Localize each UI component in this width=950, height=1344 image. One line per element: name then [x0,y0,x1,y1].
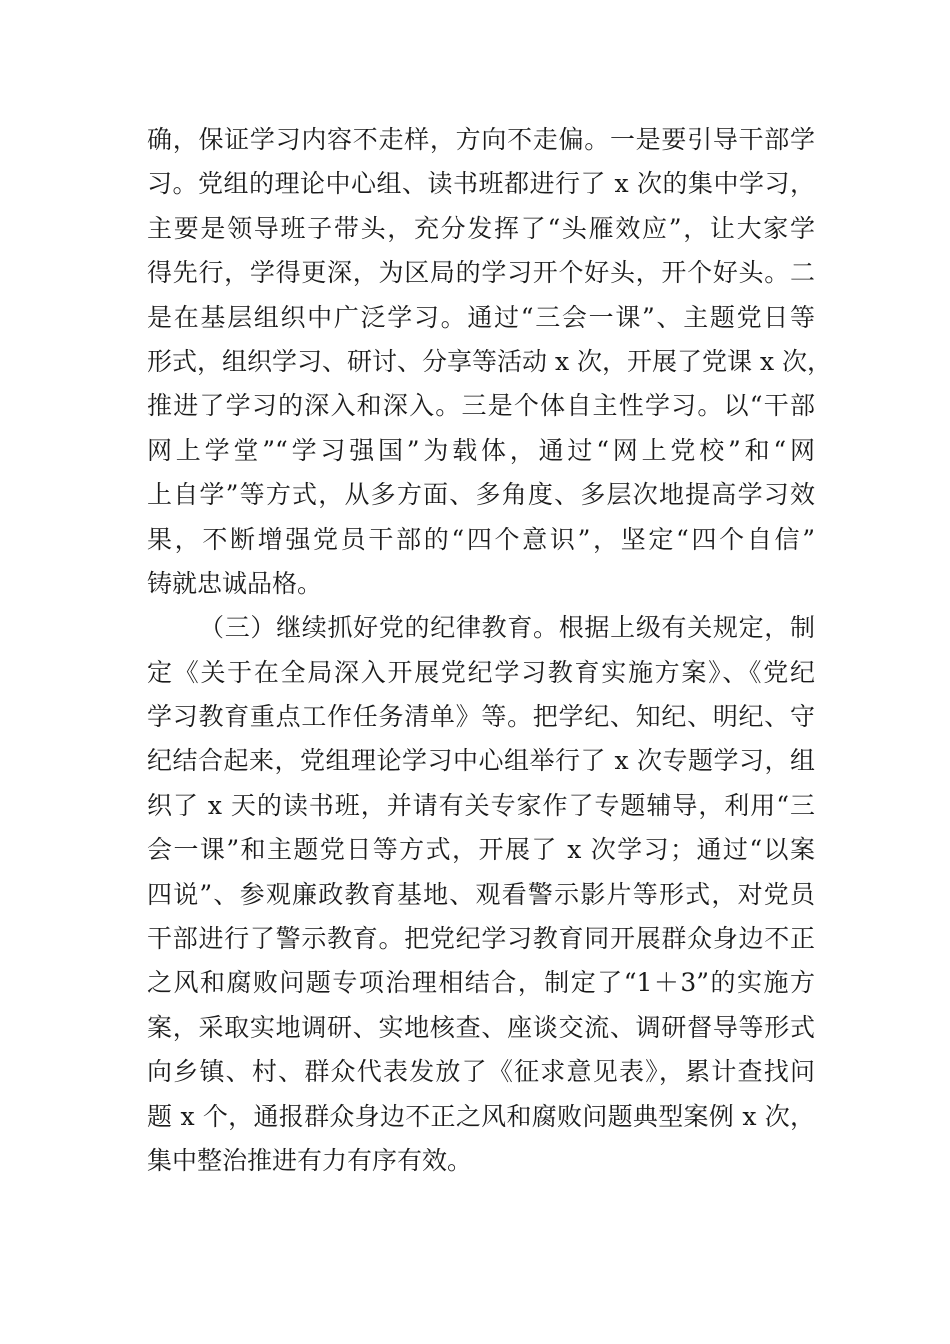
text-line: 集中整治推进有力有序有效。 [147,1145,473,1175]
text-line: 铸就忠诚品格。 [147,568,323,598]
text-line: 织了 x 天的读书班，并请有关专家作了专题辅导，利用“三 [147,790,815,820]
text-line: 定《关于在全局深入开展党纪学习教育实施方案》、《党纪 [147,657,815,687]
text-line: 学习教育重点工作任务清单》等。把学纪、知纪、明纪、守 [147,702,815,732]
text-line: 果，不断增强党员干部的“四个意识”，坚定“四个自信” [147,524,815,554]
text-line: 推进了学习的深入和深入。三是个体自主性学习。以“干部 [147,391,815,421]
text-line: 案，采取实地调研、实地核查、座谈交流、调研督导等形式 [147,1012,815,1042]
text-line: 向乡镇、村、群众代表发放了《征求意见表》，累计查找问 [147,1057,815,1087]
text-line: 网上学堂”“学习强国”为载体，通过“网上党校”和“网 [147,435,815,465]
section-heading-line: （三）继续抓好党的纪律教育。根据上级有关规定，制 [199,613,815,643]
paragraph-1 [147,118,832,606]
text-line: 是在基层组织中广泛学习。通过“三会一课”、主题党日等 [147,302,815,332]
paragraph-2 [147,606,827,1183]
text-line: 会一课”和主题党日等方式，开展了 x 次学习；通过“以案 [147,835,815,865]
text-line: 确，保证学习内容不走样，方向不走偏。一是要引导干部学 [147,125,815,154]
text-line: 得先行，学得更深，为区局的学习开个好头，开个好头。二 [147,258,815,288]
text-line: 纪结合起来，党组理论学习中心组举行了 x 次专题学习，组 [147,746,815,776]
text-line: 上自学”等方式，从多方面、多角度、多层次地提高学习效 [147,480,815,510]
text-line: 四说”、参观廉政教育基地、观看警示影片等形式，对党员 [147,879,815,909]
text-line: 形式，组织学习、研讨、分享等活动 x 次，开展了党课 x 次， [147,346,832,376]
document-body [147,118,832,1183]
text-line: 之风和腐败问题专项治理相结合，制定了“1＋3”的实施方 [147,968,815,998]
text-line: 主要是领导班子带头，充分发挥了“头雁效应”，让大家学 [147,213,815,243]
text-line: 习。党组的理论中心组、读书班都进行了 x 次的集中学习， [147,169,815,199]
text-line: 干部进行了警示教育。把党纪学习教育同开展群众身边不正 [147,924,815,954]
text-line: 题 x 个，通报群众身边不正之风和腐败问题典型案例 x 次， [147,1101,815,1131]
